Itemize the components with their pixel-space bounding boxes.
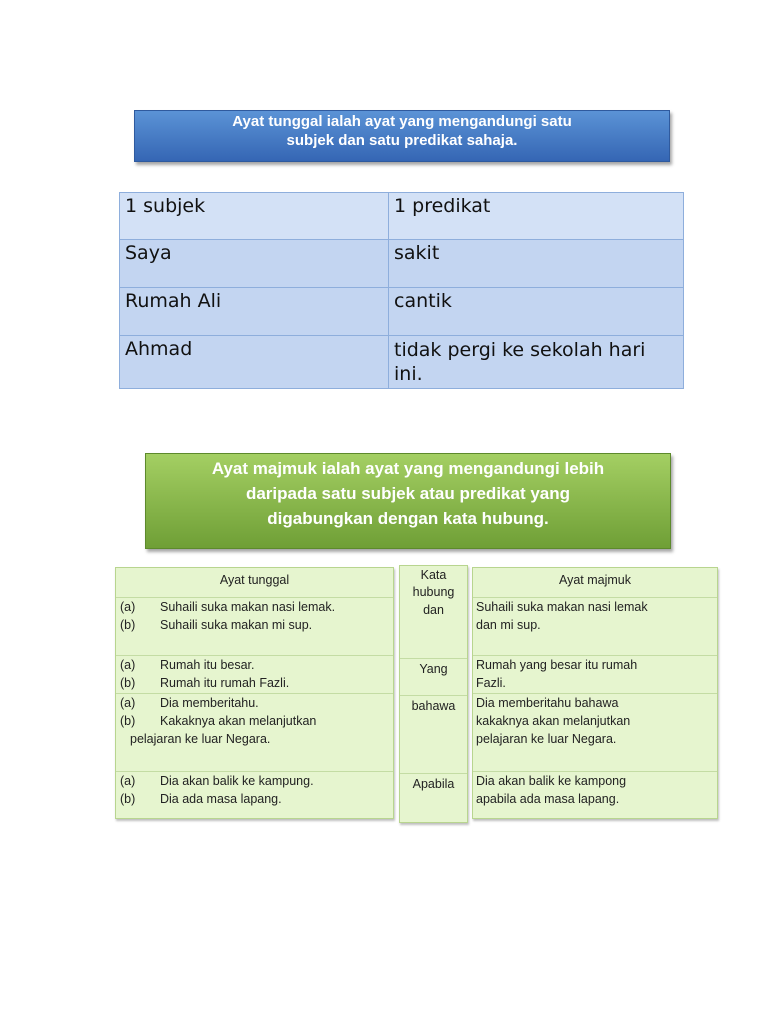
banner-majmuk-line2: daripada satu subjek atau predikat yang — [245, 484, 571, 503]
cell-predikat: tidak pergi ke sekolah hari ini. — [389, 336, 684, 389]
banner-tunggal-line1: Ayat tunggal ialah ayat yang mengandungi satu — [232, 113, 572, 130]
kata-dan: dan — [423, 603, 444, 617]
sentence-a: (a) Suhaili suka makan nasi lemak. — [120, 600, 336, 614]
cell-predikat: sakit — [389, 240, 684, 288]
list-item — [116, 597, 393, 655]
col-ayat-majmuk-label: Ayat majmuk — [558, 573, 631, 587]
banner-ayat-tunggal — [134, 110, 670, 162]
cell-predikat: cantik — [389, 288, 684, 336]
header-predikat: 1 predikat — [389, 193, 684, 240]
list-item: Suhaili suka makan nasi lemak dan mi sup. — [473, 597, 717, 655]
header-subjek: 1 subjek — [120, 193, 389, 240]
sentence-b: (b) Kakaknya akan melanjutkan — [120, 714, 317, 728]
sentence-b-cont: pelajaran ke luar Negara. — [130, 732, 271, 746]
banner-tunggal-line2: subjek dan satu predikat sahaja. — [286, 132, 518, 149]
list-item — [116, 655, 393, 693]
sentence-a: (a) Rumah itu besar. — [120, 658, 255, 672]
sentence-a: (a) Dia akan balik ke kampung. — [120, 774, 314, 788]
list-item — [116, 693, 393, 771]
list-item: Dia memberitahu bahawa kakaknya akan melanjutkan pelajaran ke luar Negara. — [473, 693, 717, 771]
col-kata-hubung-label: Kata hubung — [412, 568, 455, 599]
sentence-b: (b) Rumah itu rumah Fazli. — [120, 676, 290, 690]
banner-majmuk-line3: digabungkan dengan kata hubung. — [267, 509, 549, 528]
cell-subjek: Rumah Ali — [120, 288, 389, 336]
list-item: Dia akan balik ke kampong apabila ada masa lapang. — [473, 771, 717, 819]
cell-subjek: Saya — [120, 240, 389, 288]
box-ayat-tunggal — [115, 567, 394, 819]
kata-yang: Yang — [400, 658, 467, 678]
col-ayat-tunggal-label: Ayat tunggal — [219, 573, 290, 587]
table-row — [120, 288, 684, 336]
banner-ayat-majmuk — [145, 453, 671, 549]
sentence-b: (b) Suhaili suka makan mi sup. — [120, 618, 313, 632]
banner-majmuk-line1: Ayat majmuk ialah ayat yang mengandungi lebih — [211, 459, 605, 478]
header-cell — [116, 568, 393, 597]
kata-bahawa: bahawa — [400, 695, 467, 715]
sentence-b: (b) Dia ada masa lapang. — [120, 792, 282, 806]
kata-apabila: Apabila — [400, 773, 467, 793]
box-ayat-majmuk — [472, 567, 718, 819]
cell-subjek: Ahmad — [120, 336, 389, 389]
sentence-a: (a) Dia memberitahu. — [120, 696, 259, 710]
table-row — [120, 240, 684, 288]
table-ayat-tunggal — [119, 192, 684, 389]
box-kata-hubung — [399, 565, 468, 823]
list-item: Rumah yang besar itu rumah Fazli. — [473, 655, 717, 693]
table-row — [120, 336, 684, 389]
header-cell — [473, 568, 717, 597]
list-item — [116, 771, 393, 819]
table-header-row — [120, 193, 684, 240]
